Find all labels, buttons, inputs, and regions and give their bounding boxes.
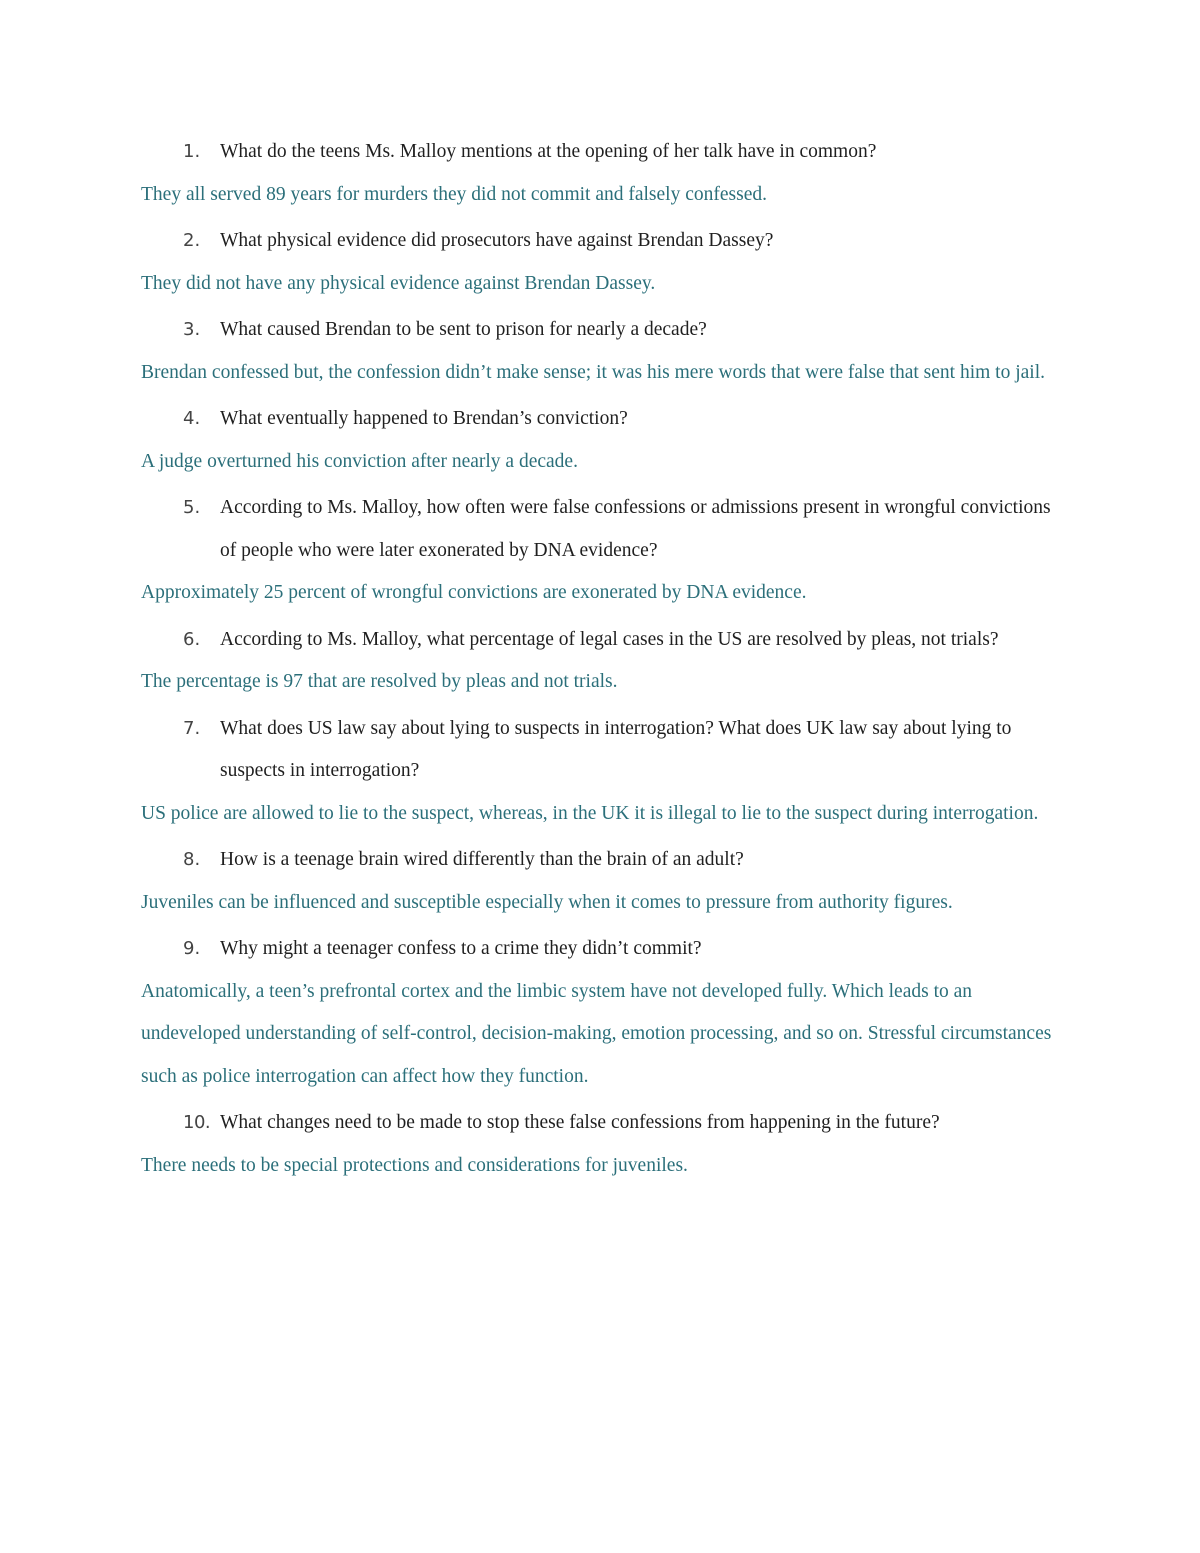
qa-item-8 <box>141 839 1061 924</box>
qa-item-9 <box>141 928 1061 1098</box>
question-text: What changes need to be made to stop these false confessions from happening in the future? <box>220 1112 940 1133</box>
question-text: What physical evidence did prosecutors have against Brendan Dassey? <box>220 230 774 251</box>
qa-item-5 <box>141 487 1061 615</box>
question-8 <box>141 839 1061 882</box>
question-number: 9. <box>183 938 201 959</box>
question-number: 4. <box>183 408 201 429</box>
question-text: What do the teens Ms. Malloy mentions at the opening of her talk have in common? <box>220 141 877 162</box>
question-text: What eventually happened to Brendan’s conviction? <box>220 408 628 429</box>
question-text: What does US law say about lying to suspects in interrogation? What does UK law say about lying to suspects in interrogation? <box>220 717 1012 781</box>
question-2 <box>141 220 1061 263</box>
question-text: According to Ms. Malloy, what percentage of legal cases in the US are resolved by pleas, not trials? <box>220 628 999 650</box>
answer-9: Anatomically, a teen’s prefrontal cortex and the limbic system have not developed fully. Which leads to an undeveloped understanding of self-control, decision-making, emotion processing, and so on. Stressful circumstances such as police interrogation can affect how they function. <box>141 980 1052 1087</box>
answer-7: US police are allowed to lie to the suspect, whereas, in the UK it is illegal to lie to the suspect during interrogation. <box>141 802 1039 824</box>
qa-item-7 <box>141 708 1061 836</box>
qa-item-6 <box>141 619 1061 704</box>
answer-1: They all served 89 years for murders they did not commit and falsely confessed. <box>141 183 767 205</box>
question-4 <box>141 398 1061 441</box>
answer-10: There needs to be special protections and considerations for juveniles. <box>141 1154 688 1176</box>
question-number: 8. <box>183 849 201 870</box>
question-1 <box>141 131 1061 174</box>
question-text: Why might a teenager confess to a crime they didn’t commit? <box>220 938 702 959</box>
answer-8: Juveniles can be influenced and susceptible especially when it comes to pressure from authority figures. <box>141 891 953 913</box>
answer-4: A judge overturned his conviction after nearly a decade. <box>141 450 578 472</box>
question-number: 7. <box>183 717 201 739</box>
qa-list <box>141 131 1061 1191</box>
qa-item-10 <box>141 1102 1061 1187</box>
answer-2: They did not have any physical evidence against Brendan Dassey. <box>141 272 656 294</box>
question-number: 10. <box>183 1112 211 1133</box>
qa-item-2 <box>141 220 1061 305</box>
answer-5: Approximately 25 percent of wrongful convictions are exonerated by DNA evidence. <box>141 582 807 603</box>
question-5 <box>141 487 1061 572</box>
question-6 <box>141 619 1061 662</box>
question-number: 3. <box>183 319 201 340</box>
question-number: 2. <box>183 230 201 251</box>
question-text: According to Ms. Malloy, how often were false confessions or admissions present in wrongful convictions of people who were later exonerated by DNA evidence? <box>220 497 1051 561</box>
question-9 <box>141 928 1061 971</box>
answer-3: Brendan confessed but, the confession didn’t make sense; it was his mere words that were false that sent him to jail. <box>141 361 1045 383</box>
question-text: How is a teenage brain wired differently than the brain of an adult? <box>220 849 744 870</box>
qa-item-3 <box>141 309 1061 394</box>
question-text: What caused Brendan to be sent to prison for nearly a decade? <box>220 319 707 340</box>
question-3 <box>141 309 1061 352</box>
question-number: 6. <box>183 628 201 650</box>
answer-6: The percentage is 97 that are resolved by pleas and not trials. <box>141 671 618 692</box>
qa-item-4 <box>141 398 1061 483</box>
qa-item-1 <box>141 131 1061 216</box>
question-number: 5. <box>183 497 201 518</box>
question-10 <box>141 1102 1061 1145</box>
question-number: 1. <box>183 141 201 162</box>
question-7 <box>141 708 1061 793</box>
